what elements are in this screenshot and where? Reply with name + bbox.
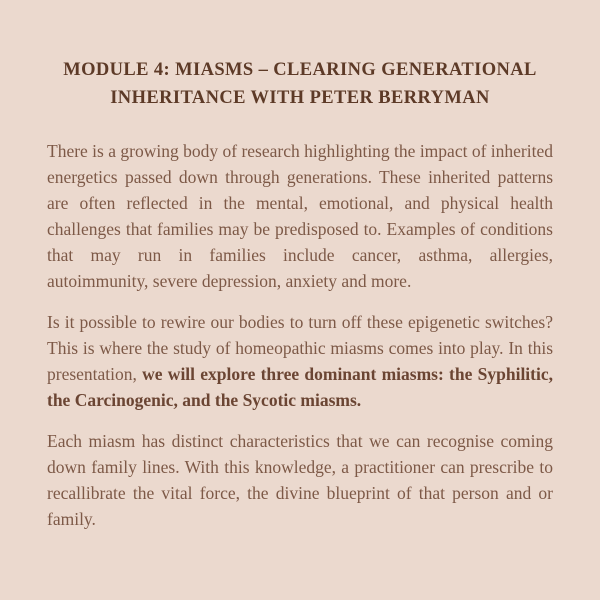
paragraph-miasm-characteristics: Each miasm has distinct characteristics that we can recognise coming down family lines. With this knowledge, a practitioner can prescribe to recallibrate the vital force, the divine blueprint of that person and or family.: [47, 431, 553, 529]
paragraph-epigenetic-switches: [47, 309, 553, 413]
slide-title: MODULE 4: MIASMS – CLEARING GENERATIONAL INHERITANCE WITH PETER BERRYMAN: [63, 60, 537, 108]
paragraph-inherited-energetics: There is a growing body of research highlighting the impact of inherited energetics passed down through generations. These inherited patterns are often reflected in the mental, emotional, and physical health challenges that families may be predisposed to. Examples of conditions that may run in families include cancer, asthma, allergies, autoimmunity, severe depression, anxiety and more.: [47, 141, 553, 291]
paragraph-epigenetic-switches-normal-text: Is it possible to rewire our bodies to turn off these epigenetic switches? This is where the study of homeopathic miasms comes into play. In this presentation,: [47, 312, 553, 384]
paragraph-epigenetic-switches-bold-text: we will explore three dominant miasms: the Syphilitic, the Carcinogenic, and the Sycotic miasms.: [47, 364, 553, 410]
